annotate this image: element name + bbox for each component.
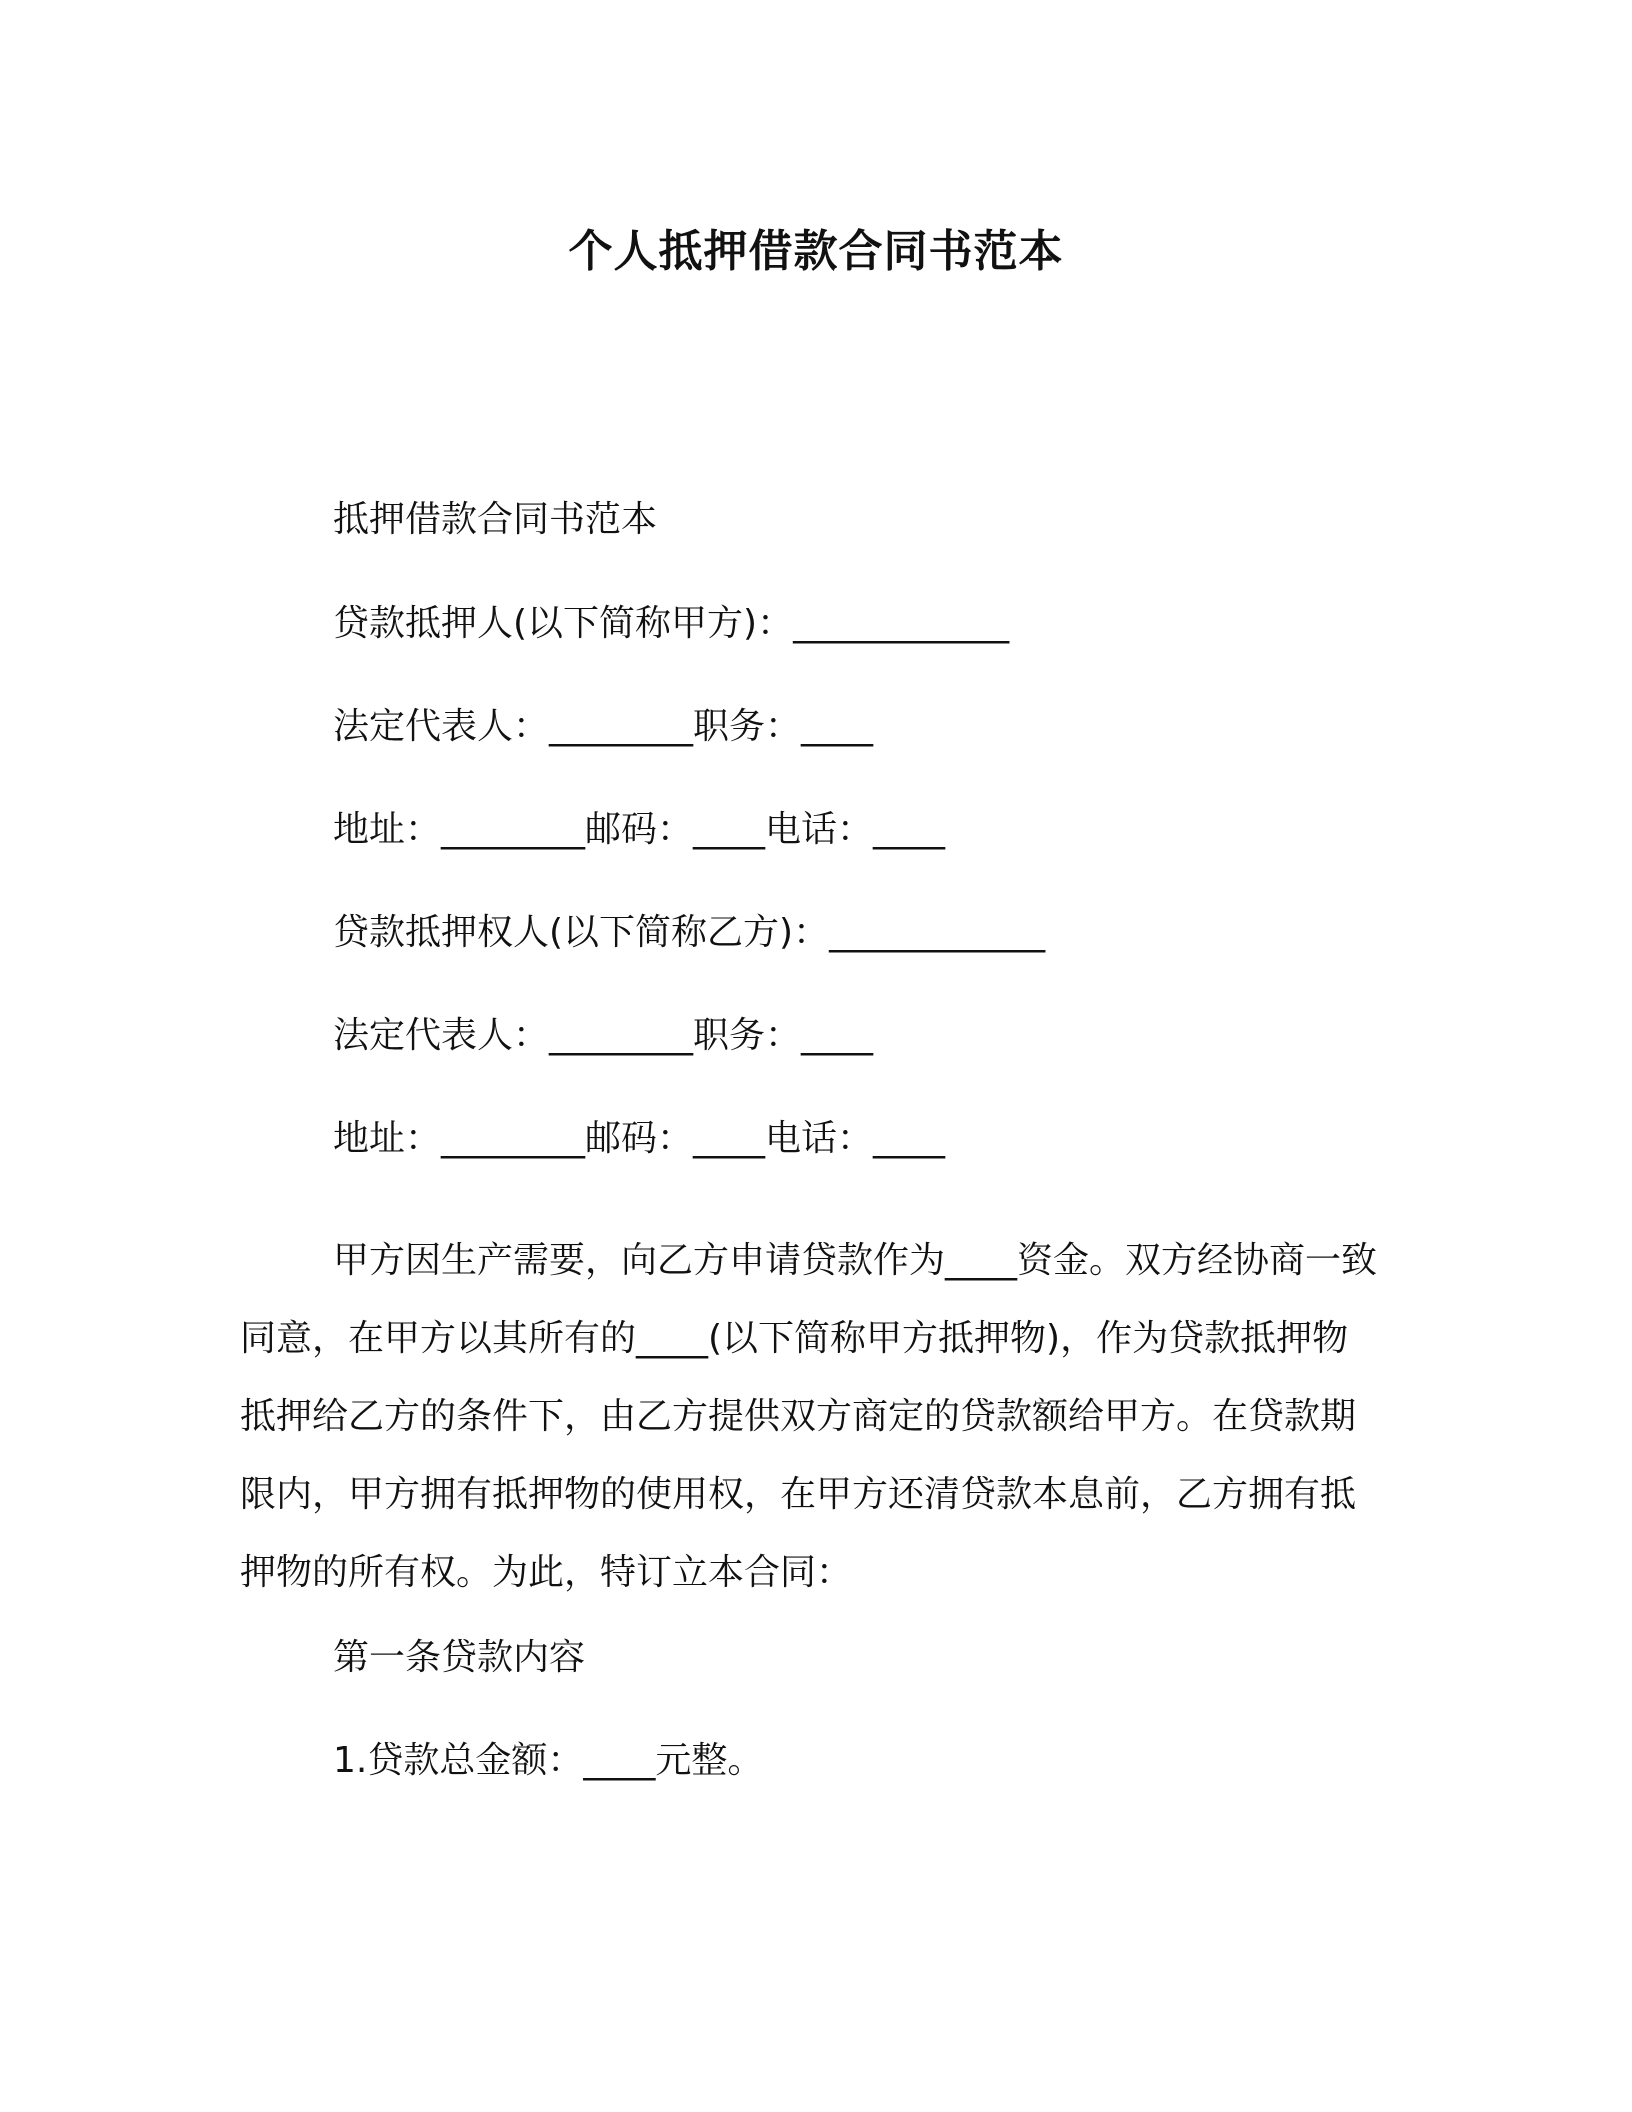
document-title: 个人抵押借款合同书范本 bbox=[568, 226, 1064, 277]
party-b-representative-line: 法定代表人：________职务：____ bbox=[333, 1015, 874, 1056]
party-a-address-line: 地址：________邮码：____电话：____ bbox=[333, 809, 946, 850]
contract-subtitle: 抵押借款合同书范本 bbox=[333, 499, 658, 540]
party-a-representative-line: 法定代表人：________职务：____ bbox=[333, 706, 874, 747]
party-a-name-line: 贷款抵押人(以下简称甲方)：____________ bbox=[333, 603, 1010, 644]
article-1-item-1: 1.贷款总金额：____元整。 bbox=[333, 1740, 764, 1781]
party-b-address-line: 地址：________邮码：____电话：____ bbox=[333, 1118, 946, 1159]
party-b-name-line: 贷款抵押权人(以下简称乙方)：____________ bbox=[333, 912, 1046, 953]
article-1-heading: 第一条贷款内容 bbox=[333, 1637, 586, 1678]
preamble-paragraph: 甲方因生产需要，向乙方申请贷款作为____资金。双方经协商一致同意，在甲方以其所有的____(以下简称甲方抵押物)，作为贷款抵押物抵押给乙方的条件下，由乙方提供双方商定的贷款额给甲方。在贷款期限内，甲方拥有抵押物的使用权，在甲方还清贷款本息前，乙方拥有抵押物的所有权。为此，特订立本合同： bbox=[240, 1240, 1378, 1593]
